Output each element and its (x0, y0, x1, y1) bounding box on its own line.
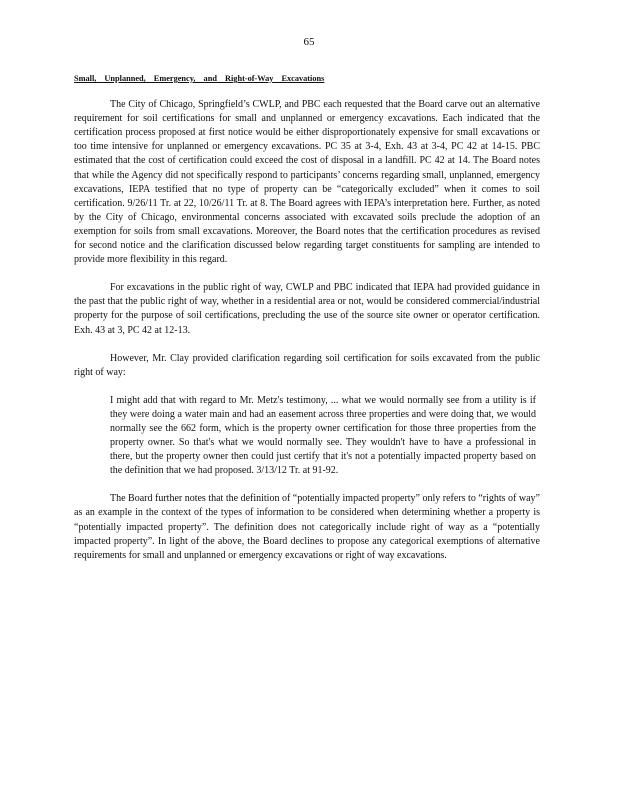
paragraph-right-of-way: For excavations in the public right of way, CWLP and PBC indicated that IEPA had provided guidance in the past that the public right of way, whether in a residential area or not, would be considered commercial/industrial property for the purpose of soil certifications, precluding the use of the source site owner or operator certification. Exh. 43 at 3, PC 42 at 12-13. (74, 282, 540, 336)
document-body (74, 72, 540, 577)
section-heading: Small, Unplanned, Emergency, and Right-of-Way Excavations (74, 74, 325, 83)
paragraph-board-conclusion: The Board further notes that the definition of “potentially impacted property” only refers to “rights of way” as an example in the context of the types of information to be considered when determining whether a property is “potentially impacted property”. The definition does not categorically include right of way as a “potentially impacted property”. In light of the above, the Board declines to propose any categorical exemptions of alternative requirements for small and unplanned or emergency excavations or right of way excavations. (74, 493, 540, 561)
page-number: 65 (303, 36, 315, 48)
block-quote-testimony: I might add that with regard to Mr. Metz's testimony, ... what we would normally see from a utility is if they were doing a water main and had an easement across three properties and were doing that, we would normally see the 662 form, which is the property owner certification for those three properties from the property owner. So that's what we would normally see. They wouldn't have to have a professional in there, but the property owner then could just certify that it's not a potentially impacted property based on the definition that we had proposed. 3/13/12 Tr. at 91-92. (110, 394, 536, 477)
paragraph-clay-clarification: However, Mr. Clay provided clarification regarding soil certification for soils excavated from the public right of way: (74, 352, 540, 378)
paragraph-small-excavations: The City of Chicago, Springfield’s CWLP, and PBC each requested that the Board carve out an alternative requirement for soil certifications for small and unplanned or emergency excavations. Each indicated that the certification process proposed at first notice would be either disproportionately expensive for small excavations or too time intensive for unplanned or emergency excavations. PC 35 at 3-4, Exh. 43 at 3-4, PC 42 at 14-15. PBC estimated that the cost of certification could exceed the cost of disposal in a landfill. PC 42 at 14. The Board notes that while the Agency did not specifically respond to participants’ concerns regarding small, unplanned, emergency excavations, IEPA testified that no type of property can be “categorically excluded” when it comes to soil certification. 9/26/11 Tr. at 22, 10/26/11 Tr. at 8. The Board agrees with IEPA’s interpretation here. Further, as noted by the City of Chicago, environmental concerns associated with excavated soils preclude the adoption of an exemption for soils from small excavations. Moreover, the Board notes that the certification procedures as revised for second notice and the clarification discussed below regarding target constituents for sampling are intended to provide more flexibility in this regard. (74, 99, 540, 266)
